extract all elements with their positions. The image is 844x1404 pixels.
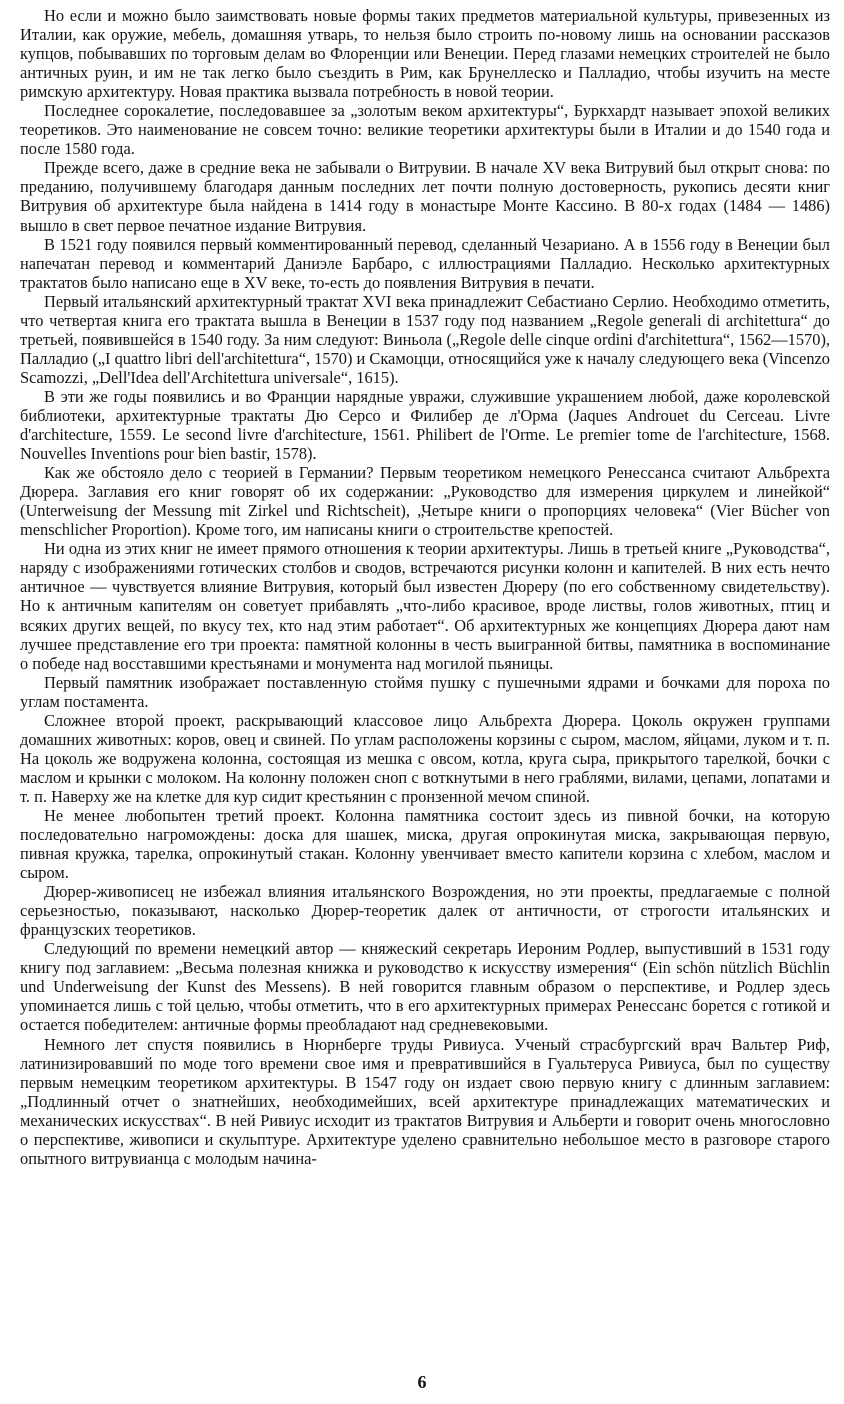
paragraph-5: Первый итальянский архитектурный трактат XVI века принадлежит Себастиано Серлио. Необходимо отметить, что четвертая книга его трактата вышла в Венеции в 1537 году под названием „Regole generali di architettura“ до третьей, появившейся в 1540 году. За ним следуют: Виньола („Regole delle cinque ordini d'architettura“, 1562—1570), Палладио („I quattro libri dell'architettura“, 1570) и Скамоцци, относящийся уже к началу следующего века (Vincenzo Scamozzi, „Dell'Idea dell'Architettura universale“, 1615). — [20, 291, 830, 387]
paragraph-12: Дюрер-живописец не избежал влияния итальянского Возрождения, но эти проекты, предлагаемые с полной серьезностью, показывают, насколько Дюрер-теоретик далек от античности, от строгости итальянских и французских теоретиков. — [20, 882, 830, 940]
paragraph-8: Ни одна из этих книг не имеет прямого отношения к теории архитектуры. Лишь в третьей книге „Руководства“, наряду с изображениями готических столбов и сводов, встречаются рисунки колонн и капителей. В них есть нечто античное — чувствуется влияние Витрувия, который был известен Дюреру (по его собственному свидетельству). Но к античным капителям он советует прибавлять „что-либо красивое, вроде листвы, голов животных, птиц и всяких других вещей, по вкусу тех, кто над этим работает“. Об архитектурных же концепциях Дюрера дают нам лучшее представление его три проекта: памятной колонны в честь выигранной битвы, памятника в воспоминание о победе над восставшими крестьянами и монумента над могилой пьяницы. — [20, 539, 830, 673]
page — [20, 6, 830, 1362]
page-number: 6 — [417, 1372, 427, 1392]
paragraph-9: Первый памятник изображает поставленную стоймя пушку с пушечными ядрами и бочками для пороха по углам постамента. — [20, 672, 830, 711]
paragraph-4: В 1521 году появился первый комментированный перевод, сделанный Чезариано. А в 1556 году в Венеции был напечатан перевод и комментарий Даниэле Барбаро, с иллюстрациями Палладио. Несколько архитектурных трактатов было написано еще в XV веке, то-есть до появления Витрувия в печати. — [20, 234, 830, 292]
paragraph-6: В эти же годы появились и во Франции нарядные увражи, служившие украшением любой, даже королевской библиотеки, архитектурные трактаты Дю Серсо и Филибер де л'Орма (Jaques Androuet du Cerceau. Livre d'architecture, 1559. Le second livre d'architecture, 1561. Philibert de l'Orme. Le premier tome de l'architecture, 1568. Nouvelles Inventions pour bien bastir, 1578). — [20, 386, 830, 464]
paragraph-3: Прежде всего, даже в средние века не забывали о Витрувии. В начале XV века Витрувий был открыт снова: по преданию, получившему благодаря данным последних лет почти полную достоверность, рукопись десяти книг Витрувия об архитектуре была найдена в 1414 году в монастыре Монте Кассино. В 80-х годах (1484 — 1486) вышло в свет первое печатное издание Витрувия. — [20, 158, 830, 235]
paragraph-11: Не менее любопытен третий проект. Колонна памятника состоит здесь из пивной бочки, на которую последовательно нагромождены: доска для шашек, миска, другая опрокинутая миска, закрывающая первую, пивная кружка, тарелка, опрокинутый стакан. Колонну увенчивает вместо капители корзина с хлебом, маслом и сыром. — [20, 805, 830, 883]
paragraph-13: Следующий по времени немецкий автор — княжеский секретарь Иероним Родлер, выпустивший в 1531 году книгу под заглавием: „Весьма полезная книжка и руководство к искусству измерения“ (Ein schön nützlich Büchlin und Underweisung der Kunst des Messens). В ней говорится главным образом о перспективе, и Родлер здесь упоминается лишь с той целью, чтобы отметить, что в его архитектурных примерах Ренессанс борется с готикой и остается победителем: античные формы преобладают над средневековыми. — [20, 939, 830, 1035]
paragraph-2: Последнее сорокалетие, последовавшее за „золотым веком архитектуры“, Буркхардт называет эпохой великих теоретиков. Это наименование не совсем точно: великие теоретики архитектуры были в Италии и до 1540 года и после 1580 года. — [20, 101, 830, 159]
paragraph-10: Сложнее второй проект, раскрывающий классовое лицо Альбрехта Дюрера. Цоколь окружен группами домашних животных: коров, овец и свиней. По углам расположены корзины с сыром, маслом, яйцами, луком и т. п. На цоколь же водружена колонна, состоящая из мешка с овсом, котла, круга сыра, прикрытого тарелкой, бочки с маслом и крынки с молоком. На колонну положен сноп с воткнутыми в него граблями, вилами, цепами, лопатами и т. п. Наверху же на клетке для кур сидит крестьянин с пронзенной мечом спиной. — [20, 710, 830, 806]
paragraph-7: Как же обстояло дело с теорией в Германии? Первым теоретиком немецкого Ренессанса считают Альбрехта Дюрера. Заглавия его книг говорят об их содержании: „Руководство для измерения циркулем и линейкой“ (Unterweisung der Messung mit Zirkel und Richtscheit), „Четыре книги о пропорциях человека“ (Vier Bücher von menschlicher Proportion). Кроме того, им написаны книги о строительстве крепостей. — [20, 463, 830, 540]
paragraph-1: Но если и можно было заимствовать новые формы таких предметов материальной культуры, привезенных из Италии, как оружие, мебель, домашняя утварь, то нельзя было строить по-новому лишь на основании рассказов купцов, побывавших по торговым делам во Флоренции или Венеции. Перед глазами немецких строителей не было античных руин, и им не так легко было съездить в Рим, как Брунеллеско и Палладио, чтобы изучить на месте римскую архитектуру. Новая практика вызвала потребность в новой теории. — [20, 6, 830, 102]
text-body — [20, 6, 830, 1168]
paragraph-14: Немного лет спустя появились в Нюрнберге труды Ривиуса. Ученый страсбургский врач Вальтер Риф, латинизировавший по моде того времени свое имя и превратившийся в Гуальтеруса Ривиуса, был по существу первым немецким теоретиком архитектуры. В 1547 году он издает свою первую книгу с длинным заглавием: „Подлинный отчет о знатнейших, необходимейших, всей архитектуре принадлежащих математических и механических искусствах“. В ней Ривиус исходит из трактатов Витрувия и Альберти и говорит очень многословно о перспективе, живописи и скульптуре. Архитектуре уделено сравнительно небольшое место в разговоре старого опытного витрувианца с молодым начина- — [20, 1034, 830, 1168]
